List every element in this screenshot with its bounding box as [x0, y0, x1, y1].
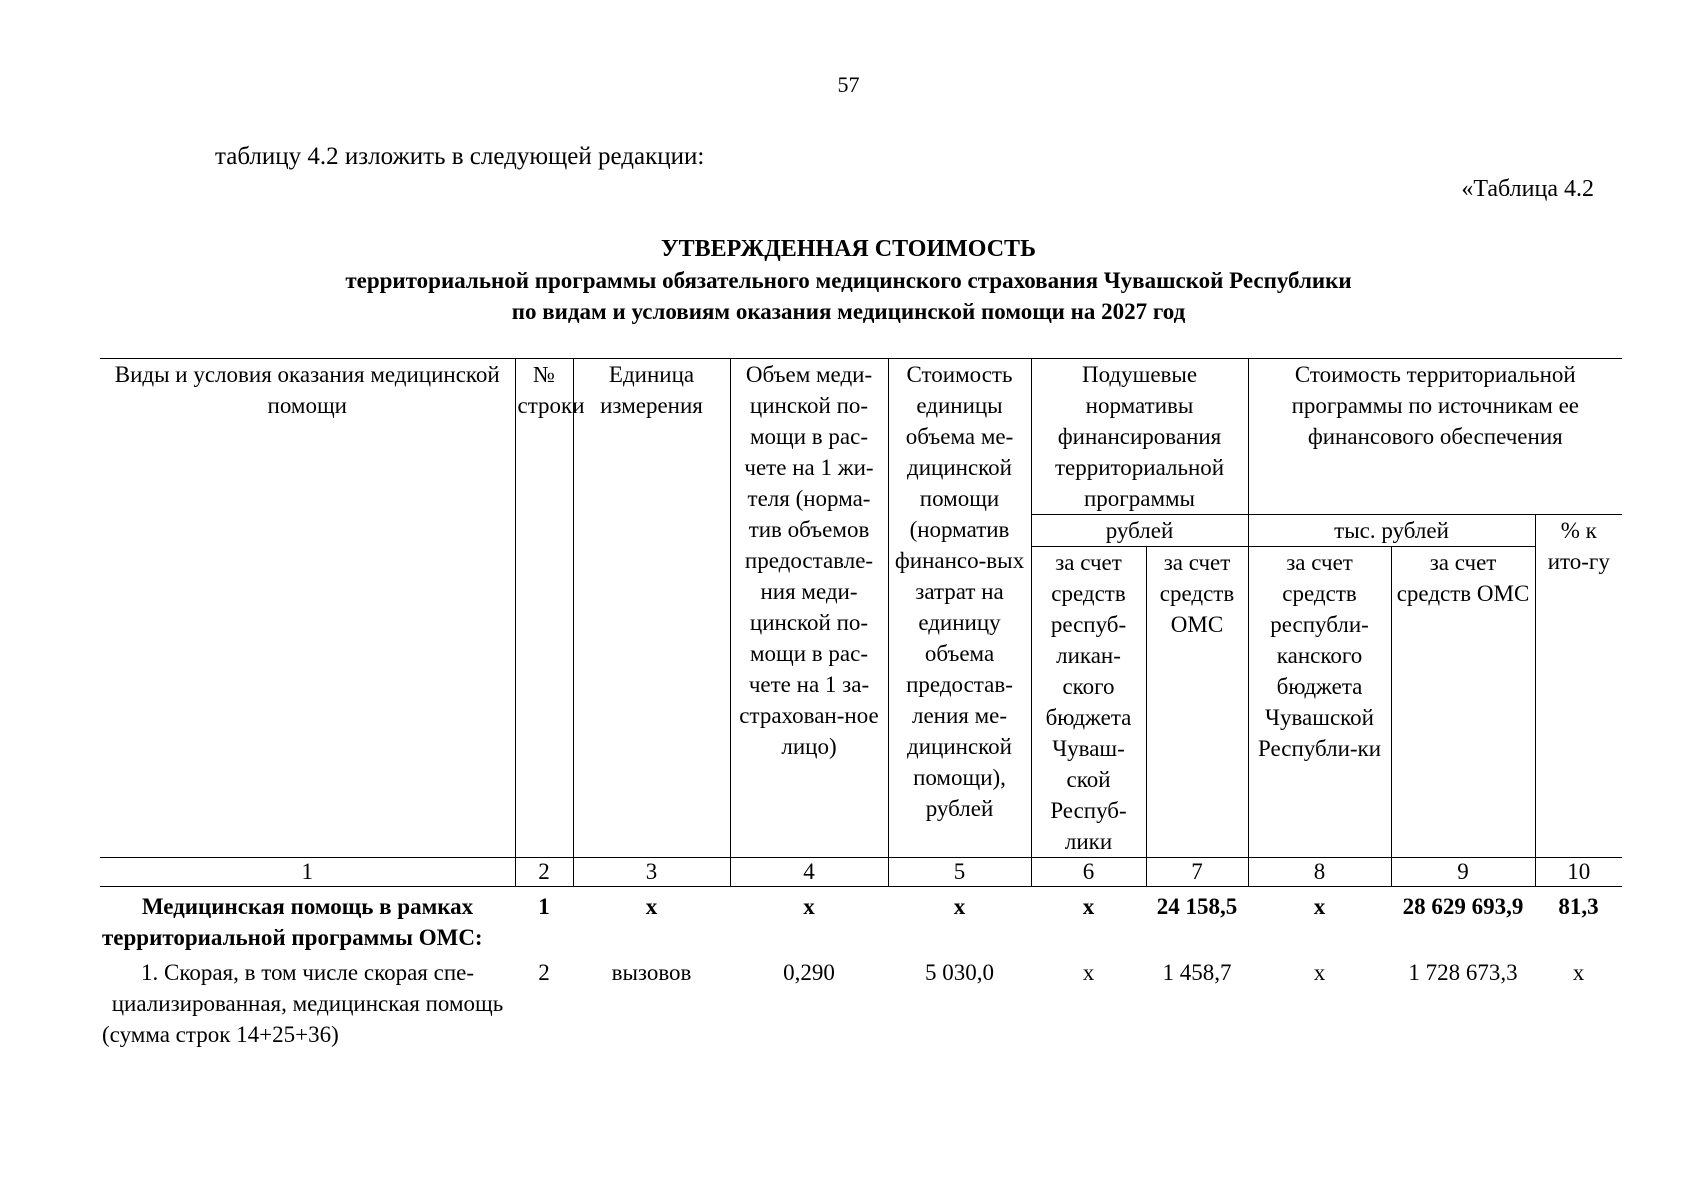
- col-number: 10: [1535, 858, 1622, 887]
- row-percent: х: [1572, 960, 1585, 985]
- col-number: 4: [730, 858, 888, 887]
- row-name: Медицинская помощь в рамках территориальной программы ОМС:: [102, 894, 483, 950]
- header-per-capita-group: Подушевые нормативы финансирования территориальной программы: [1031, 359, 1248, 515]
- row-per-capita-budget: х: [1082, 960, 1095, 985]
- header-col-6: за счет средств респуб-ликан-ского бюджета Чуваш-ской Респуб-лики: [1031, 547, 1146, 858]
- col-number: 2: [515, 858, 573, 887]
- header-col-7: за счет средств ОМС: [1146, 547, 1248, 858]
- col-number: 8: [1248, 858, 1391, 887]
- row-cost-oms: 28 629 693,9: [1402, 894, 1524, 919]
- table-row: [100, 953, 1622, 1050]
- row-unit-cost: 5 030,0: [925, 960, 994, 985]
- header-col-2: № строки: [515, 359, 573, 858]
- table-reference: «Таблица 4.2: [1461, 176, 1594, 202]
- row-line-number: 1: [538, 894, 550, 919]
- row-unit: вызовов: [611, 960, 692, 985]
- header-col-9: за счет средств ОМС: [1391, 547, 1535, 858]
- row-percent: 81,3: [1558, 894, 1599, 919]
- table-row: [100, 887, 1622, 954]
- row-cost-oms: 1 728 673,3: [1408, 960, 1518, 985]
- col-number: 5: [888, 858, 1031, 887]
- title-line-3: по видам и условиям оказания медицинской помощи на 2027 год: [511, 299, 1186, 324]
- row-line-number: 2: [538, 960, 550, 985]
- header-col-4: Объем меди-цинской по-мощи в рас-чете на 1 жи-теля (норма-тив объемов предоставле-ния меди-цинской по-мощи в рас-чете на 1 за-страхован-ное лицо): [730, 359, 888, 858]
- title-line-2: территориальной программы обязательного медицинского страхования Чувашской Республики: [345, 268, 1352, 293]
- row-per-capita-budget: х: [1082, 894, 1095, 919]
- row-name: 1. Скорая, в том числе скорая спе-циализированная, медицинская помощь (сумма строк 14+25+36): [102, 960, 504, 1047]
- row-unit: х: [645, 894, 658, 919]
- col-number: 7: [1146, 858, 1248, 887]
- budget-table: [100, 358, 1622, 1050]
- header-unit-rub: рублей: [1031, 515, 1248, 547]
- row-cost-budget: х: [1313, 894, 1326, 919]
- header-col-8: за счет средств республи-канского бюджета Чувашской Республи-ки: [1248, 547, 1391, 858]
- col-number: 3: [573, 858, 730, 887]
- row-per-capita-oms: 1 458,7: [1162, 960, 1232, 985]
- table-title: [0, 234, 1697, 327]
- header-col-1: Виды и условия оказания медицинской помощи: [100, 359, 515, 858]
- row-volume: х: [803, 894, 815, 919]
- title-line-1: УТВЕРЖДЕННАЯ СТОИМОСТЬ: [661, 236, 1036, 262]
- header-col-5: Стоимость единицы объема ме-дицинской помощи (норматив финансо-вых затрат на единицу объема предостав-ления ме-дицинской помощи), рублей: [888, 359, 1031, 858]
- row-per-capita-oms: 24 158,5: [1156, 894, 1238, 919]
- column-number-row: [100, 858, 1622, 887]
- row-volume: 0,290: [783, 960, 835, 985]
- header-col-3: Единица измерения: [573, 359, 730, 858]
- header-col-10: % к ито-гу: [1535, 515, 1622, 858]
- row-cost-budget: х: [1313, 960, 1326, 985]
- intro-text: таблицу 4.2 изложить в следующей редакции:: [215, 143, 705, 170]
- header-cost-group: Стоимость территориальной программы по источникам ее финансового обеспечения: [1248, 359, 1622, 515]
- col-number: 6: [1031, 858, 1146, 887]
- row-unit-cost: х: [953, 894, 966, 919]
- header-unit-thousand-rub: тыс. рублей: [1248, 515, 1535, 547]
- page-number: 57: [837, 72, 860, 97]
- col-number: 1: [100, 858, 515, 887]
- col-number: 9: [1391, 858, 1535, 887]
